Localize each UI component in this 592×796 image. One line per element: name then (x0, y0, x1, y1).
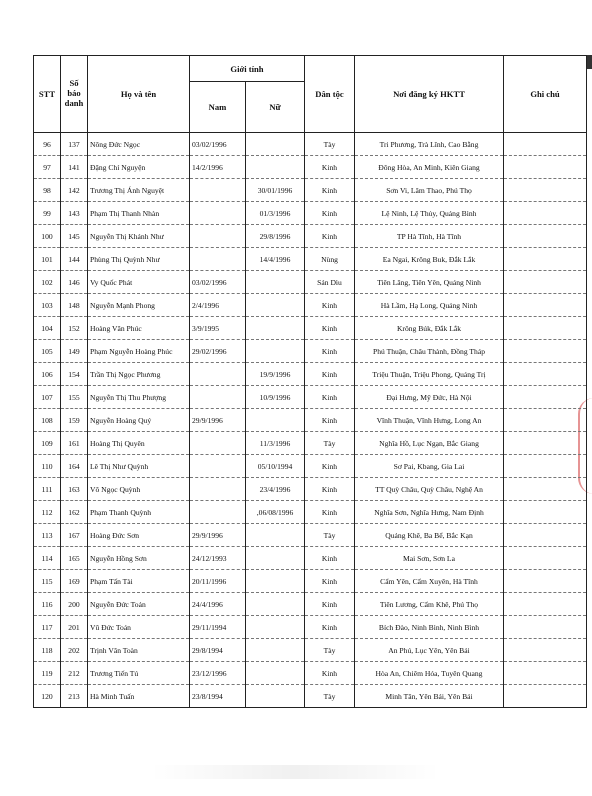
cell-name: Trương Tiến Tú (88, 662, 190, 685)
table-row (34, 455, 587, 478)
table-row (34, 593, 587, 616)
cell-note (504, 478, 587, 501)
cell-note (504, 616, 587, 639)
cell-female-dob (246, 547, 305, 570)
cell-ethnicity: Kinh (305, 386, 355, 409)
cell-male-dob: 03/02/1996 (190, 271, 246, 294)
cell-male-dob (190, 501, 246, 524)
cell-stt: 108 (34, 409, 61, 432)
cell-sbd: 213 (61, 685, 88, 708)
cell-stt: 97 (34, 156, 61, 179)
cell-male-dob (190, 179, 246, 202)
cell-residence: Minh Tân, Yên Bái, Yên Bái (355, 685, 504, 708)
cell-male-dob: 24/12/1993 (190, 547, 246, 570)
cell-sbd: 201 (61, 616, 88, 639)
cell-name: Phạm Tấn Tài (88, 570, 190, 593)
cell-name: Hà Minh Tuấn (88, 685, 190, 708)
cell-stt: 120 (34, 685, 61, 708)
cell-residence: An Phú, Lục Yên, Yên Bái (355, 639, 504, 662)
cell-ethnicity: Nùng (305, 248, 355, 271)
cell-male-dob (190, 225, 246, 248)
cell-ethnicity: Kinh (305, 547, 355, 570)
cell-sbd: 164 (61, 455, 88, 478)
cell-female-dob (246, 570, 305, 593)
cell-sbd: 212 (61, 662, 88, 685)
table-row (34, 524, 587, 547)
cell-sbd: 165 (61, 547, 88, 570)
cell-male-dob (190, 386, 246, 409)
cell-residence: Sơn Vi, Lâm Thao, Phú Thọ (355, 179, 504, 202)
cell-sbd: 154 (61, 363, 88, 386)
cell-sbd: 148 (61, 294, 88, 317)
header-sbd: Số báo danh (61, 56, 88, 133)
header-ethnicity: Dân tộc (305, 56, 355, 133)
cell-female-dob (246, 340, 305, 363)
cell-stt: 98 (34, 179, 61, 202)
table-body (34, 133, 587, 708)
table-row (34, 225, 587, 248)
cell-ethnicity: Tày (305, 685, 355, 708)
cell-residence: Phú Thuận, Châu Thành, Đồng Tháp (355, 340, 504, 363)
cell-stt: 112 (34, 501, 61, 524)
cell-stt: 101 (34, 248, 61, 271)
cell-ethnicity: Kinh (305, 317, 355, 340)
cell-ethnicity: Tày (305, 639, 355, 662)
cell-stt: 117 (34, 616, 61, 639)
cell-residence: Krông Búk, Đắk Lắk (355, 317, 504, 340)
cell-note (504, 294, 587, 317)
header-gender: Giới tính (190, 56, 305, 82)
cell-note (504, 179, 587, 202)
cell-ethnicity: Sán Dìu (305, 271, 355, 294)
cell-female-dob (246, 616, 305, 639)
cell-male-dob (190, 363, 246, 386)
cell-residence: Triệu Thuận, Triệu Phong, Quảng Trị (355, 363, 504, 386)
cell-female-dob: 05/10/1994 (246, 455, 305, 478)
table-row (34, 501, 587, 524)
header-stt: STT (34, 56, 61, 133)
cell-name: Nguyễn Thị Khánh Như (88, 225, 190, 248)
cell-note (504, 271, 587, 294)
cell-female-dob: 10/9/1996 (246, 386, 305, 409)
cell-name: Trịnh Văn Toàn (88, 639, 190, 662)
cell-name: Phạm Nguyễn Hoàng Phúc (88, 340, 190, 363)
cell-name: Nguyễn Đức Toản (88, 593, 190, 616)
cell-note (504, 225, 587, 248)
cell-female-dob: 11/3/1996 (246, 432, 305, 455)
cell-note (504, 363, 587, 386)
cell-residence: Ea Ngai, Krông Buk, Đắk Lắk (355, 248, 504, 271)
cell-residence: Bích Đào, Ninh Bình, Ninh Bình (355, 616, 504, 639)
cell-ethnicity: Kinh (305, 616, 355, 639)
cell-name: Nguyễn Thị Thu Phượng (88, 386, 190, 409)
cell-ethnicity: Kinh (305, 294, 355, 317)
cell-name: Phùng Thị Quỳnh Như (88, 248, 190, 271)
cell-male-dob (190, 478, 246, 501)
cell-note (504, 202, 587, 225)
table-row (34, 639, 587, 662)
cell-residence: Hòa An, Chiêm Hóa, Tuyên Quang (355, 662, 504, 685)
cell-note (504, 156, 587, 179)
cell-sbd: 169 (61, 570, 88, 593)
cell-ethnicity: Kinh (305, 478, 355, 501)
cell-sbd: 144 (61, 248, 88, 271)
cell-stt: 107 (34, 386, 61, 409)
cell-name: Lê Thị Như Quỳnh (88, 455, 190, 478)
cell-sbd: 202 (61, 639, 88, 662)
cell-stt: 110 (34, 455, 61, 478)
cell-note (504, 317, 587, 340)
cell-sbd: 159 (61, 409, 88, 432)
cell-stt: 118 (34, 639, 61, 662)
cell-female-dob (246, 156, 305, 179)
cell-residence: TT Quỳ Châu, Quỳ Châu, Nghệ An (355, 478, 504, 501)
cell-female-dob (246, 662, 305, 685)
cell-male-dob: 29/9/1996 (190, 524, 246, 547)
cell-female-dob (246, 409, 305, 432)
cell-male-dob: 23/8/1994 (190, 685, 246, 708)
table-row (34, 386, 587, 409)
table-row (34, 156, 587, 179)
table-row (34, 409, 587, 432)
cell-name: Võ Ngọc Quỳnh (88, 478, 190, 501)
cell-note (504, 501, 587, 524)
cell-female-dob (246, 639, 305, 662)
cell-sbd: 152 (61, 317, 88, 340)
cell-name: Trần Thị Ngọc Phương (88, 363, 190, 386)
cell-residence: Sơ Pai, Kbang, Gia Lai (355, 455, 504, 478)
cell-female-dob: 14/4/1996 (246, 248, 305, 271)
cell-note (504, 133, 587, 156)
cell-ethnicity: Kinh (305, 593, 355, 616)
cell-name: Vy Quốc Phát (88, 271, 190, 294)
cell-name: Trương Thị Ánh Nguyệt (88, 179, 190, 202)
cell-ethnicity: Kinh (305, 179, 355, 202)
cell-residence: Nghĩa Sơn, Nghĩa Hưng, Nam Định (355, 501, 504, 524)
cell-stt: 96 (34, 133, 61, 156)
cell-ethnicity: Kinh (305, 363, 355, 386)
cell-sbd: 149 (61, 340, 88, 363)
candidate-table (33, 55, 587, 708)
header-name: Họ và tên (88, 56, 190, 133)
cell-stt: 113 (34, 524, 61, 547)
table-row (34, 271, 587, 294)
cell-stt: 105 (34, 340, 61, 363)
cell-female-dob (246, 685, 305, 708)
cell-stt: 114 (34, 547, 61, 570)
cell-ethnicity: Kinh (305, 156, 355, 179)
cell-stt: 104 (34, 317, 61, 340)
cell-sbd: 155 (61, 386, 88, 409)
cell-male-dob (190, 432, 246, 455)
cell-male-dob: 3/9/1995 (190, 317, 246, 340)
cell-sbd: 137 (61, 133, 88, 156)
table-row (34, 179, 587, 202)
table-row (34, 133, 587, 156)
cell-note (504, 593, 587, 616)
cell-male-dob: 24/4/1996 (190, 593, 246, 616)
cell-male-dob: 29/02/1996 (190, 340, 246, 363)
table-row (34, 202, 587, 225)
cell-residence: Đông Hòa, An Minh, Kiên Giang (355, 156, 504, 179)
cell-female-dob: 19/9/1996 (246, 363, 305, 386)
cell-sbd: 163 (61, 478, 88, 501)
cell-ethnicity: Kinh (305, 501, 355, 524)
cell-male-dob (190, 202, 246, 225)
cell-stt: 100 (34, 225, 61, 248)
table-row (34, 478, 587, 501)
cell-male-dob: 29/11/1994 (190, 616, 246, 639)
cell-residence: Tiên Lãng, Tiên Yên, Quảng Ninh (355, 271, 504, 294)
cell-sbd: 145 (61, 225, 88, 248)
cell-stt: 116 (34, 593, 61, 616)
cell-male-dob: 20/11/1996 (190, 570, 246, 593)
table-row (34, 570, 587, 593)
cell-note (504, 340, 587, 363)
cell-residence: Đại Hưng, Mỹ Đức, Hà Nội (355, 386, 504, 409)
cell-stt: 111 (34, 478, 61, 501)
cell-female-dob (246, 133, 305, 156)
cell-residence: Tiên Lương, Cẩm Khê, Phú Thọ (355, 593, 504, 616)
cell-note (504, 455, 587, 478)
cell-stt: 106 (34, 363, 61, 386)
cell-sbd: 162 (61, 501, 88, 524)
cell-sbd: 146 (61, 271, 88, 294)
cell-sbd: 143 (61, 202, 88, 225)
cell-name: Đặng Chí Nguyện (88, 156, 190, 179)
cell-note (504, 409, 587, 432)
cell-ethnicity: Kinh (305, 409, 355, 432)
cell-residence: TP Hà Tĩnh, Hà Tĩnh (355, 225, 504, 248)
cell-residence: Vĩnh Thuận, Vĩnh Hưng, Long An (355, 409, 504, 432)
cell-stt: 99 (34, 202, 61, 225)
cell-male-dob: 23/12/1996 (190, 662, 246, 685)
cell-female-dob (246, 317, 305, 340)
cell-ethnicity: Kinh (305, 455, 355, 478)
cell-note (504, 662, 587, 685)
cell-ethnicity: Kinh (305, 570, 355, 593)
cell-name: Hoàng Thị Quyên (88, 432, 190, 455)
cell-ethnicity: Kinh (305, 202, 355, 225)
cell-stt: 103 (34, 294, 61, 317)
cell-male-dob (190, 248, 246, 271)
cell-male-dob: 03/02/1996 (190, 133, 246, 156)
cell-female-dob: 23/4/1996 (246, 478, 305, 501)
table-row (34, 432, 587, 455)
table-row (34, 248, 587, 271)
header-male: Nam (190, 82, 246, 133)
cell-residence: Mai Sơn, Sơn La (355, 547, 504, 570)
cell-note (504, 386, 587, 409)
cell-name: Phạm Thanh Quỳnh (88, 501, 190, 524)
cell-note (504, 639, 587, 662)
cell-ethnicity: Kinh (305, 662, 355, 685)
cell-residence: Lệ Ninh, Lệ Thủy, Quảng Bình (355, 202, 504, 225)
cell-male-dob (190, 455, 246, 478)
header-note: Ghi chú (504, 56, 587, 133)
cell-sbd: 200 (61, 593, 88, 616)
header-female: Nữ (246, 82, 305, 133)
cell-stt: 109 (34, 432, 61, 455)
cell-sbd: 167 (61, 524, 88, 547)
cell-note (504, 570, 587, 593)
cell-male-dob: 29/8/1994 (190, 639, 246, 662)
cell-female-dob (246, 271, 305, 294)
cell-ethnicity: Tày (305, 432, 355, 455)
cell-sbd: 142 (61, 179, 88, 202)
cell-female-dob (246, 593, 305, 616)
cell-note (504, 524, 587, 547)
cell-stt: 119 (34, 662, 61, 685)
table-header (34, 56, 587, 133)
cell-ethnicity: Tày (305, 133, 355, 156)
cell-residence: Tri Phương, Trà Lĩnh, Cao Bằng (355, 133, 504, 156)
cell-male-dob: 29/9/1996 (190, 409, 246, 432)
header-residence: Nơi đăng ký HKTT (355, 56, 504, 133)
table-row (34, 340, 587, 363)
cell-name: Phạm Thị Thanh Nhàn (88, 202, 190, 225)
cell-male-dob: 14/2/1996 (190, 156, 246, 179)
cell-note (504, 685, 587, 708)
cell-residence: Nghĩa Hồ, Lục Ngạn, Bắc Giang (355, 432, 504, 455)
cell-female-dob: ,06/08/1996 (246, 501, 305, 524)
table-row (34, 616, 587, 639)
scan-smudge (150, 765, 440, 779)
cell-note (504, 547, 587, 570)
cell-ethnicity: Kinh (305, 225, 355, 248)
cell-stt: 115 (34, 570, 61, 593)
cell-female-dob (246, 524, 305, 547)
cell-ethnicity: Tày (305, 524, 355, 547)
cell-residence: Cẩm Yên, Cẩm Xuyên, Hà Tĩnh (355, 570, 504, 593)
cell-name: Hoàng Đức Sơn (88, 524, 190, 547)
cell-name: Nông Đức Ngọc (88, 133, 190, 156)
cell-note (504, 432, 587, 455)
cell-name: Hoàng Văn Phúc (88, 317, 190, 340)
cell-stt: 102 (34, 271, 61, 294)
cell-note (504, 248, 587, 271)
cell-name: Vũ Đức Toản (88, 616, 190, 639)
cell-female-dob: 01/3/1996 (246, 202, 305, 225)
cell-female-dob: 30/01/1996 (246, 179, 305, 202)
cell-sbd: 141 (61, 156, 88, 179)
cell-name: Nguyễn Mạnh Phong (88, 294, 190, 317)
table-row (34, 363, 587, 386)
cell-name: Nguyễn Hoàng Quý (88, 409, 190, 432)
cell-female-dob (246, 294, 305, 317)
table-row (34, 294, 587, 317)
cell-residence: Hà Lầm, Hạ Long, Quảng Ninh (355, 294, 504, 317)
cell-male-dob: 2/4/1996 (190, 294, 246, 317)
cell-ethnicity: Kinh (305, 340, 355, 363)
cell-female-dob: 29/8/1996 (246, 225, 305, 248)
table-row (34, 662, 587, 685)
cell-sbd: 161 (61, 432, 88, 455)
table-row (34, 685, 587, 708)
cell-residence: Quảng Khê, Ba Bể, Bắc Kạn (355, 524, 504, 547)
table-row (34, 547, 587, 570)
cell-name: Nguyễn Hồng Sơn (88, 547, 190, 570)
table-row (34, 317, 587, 340)
